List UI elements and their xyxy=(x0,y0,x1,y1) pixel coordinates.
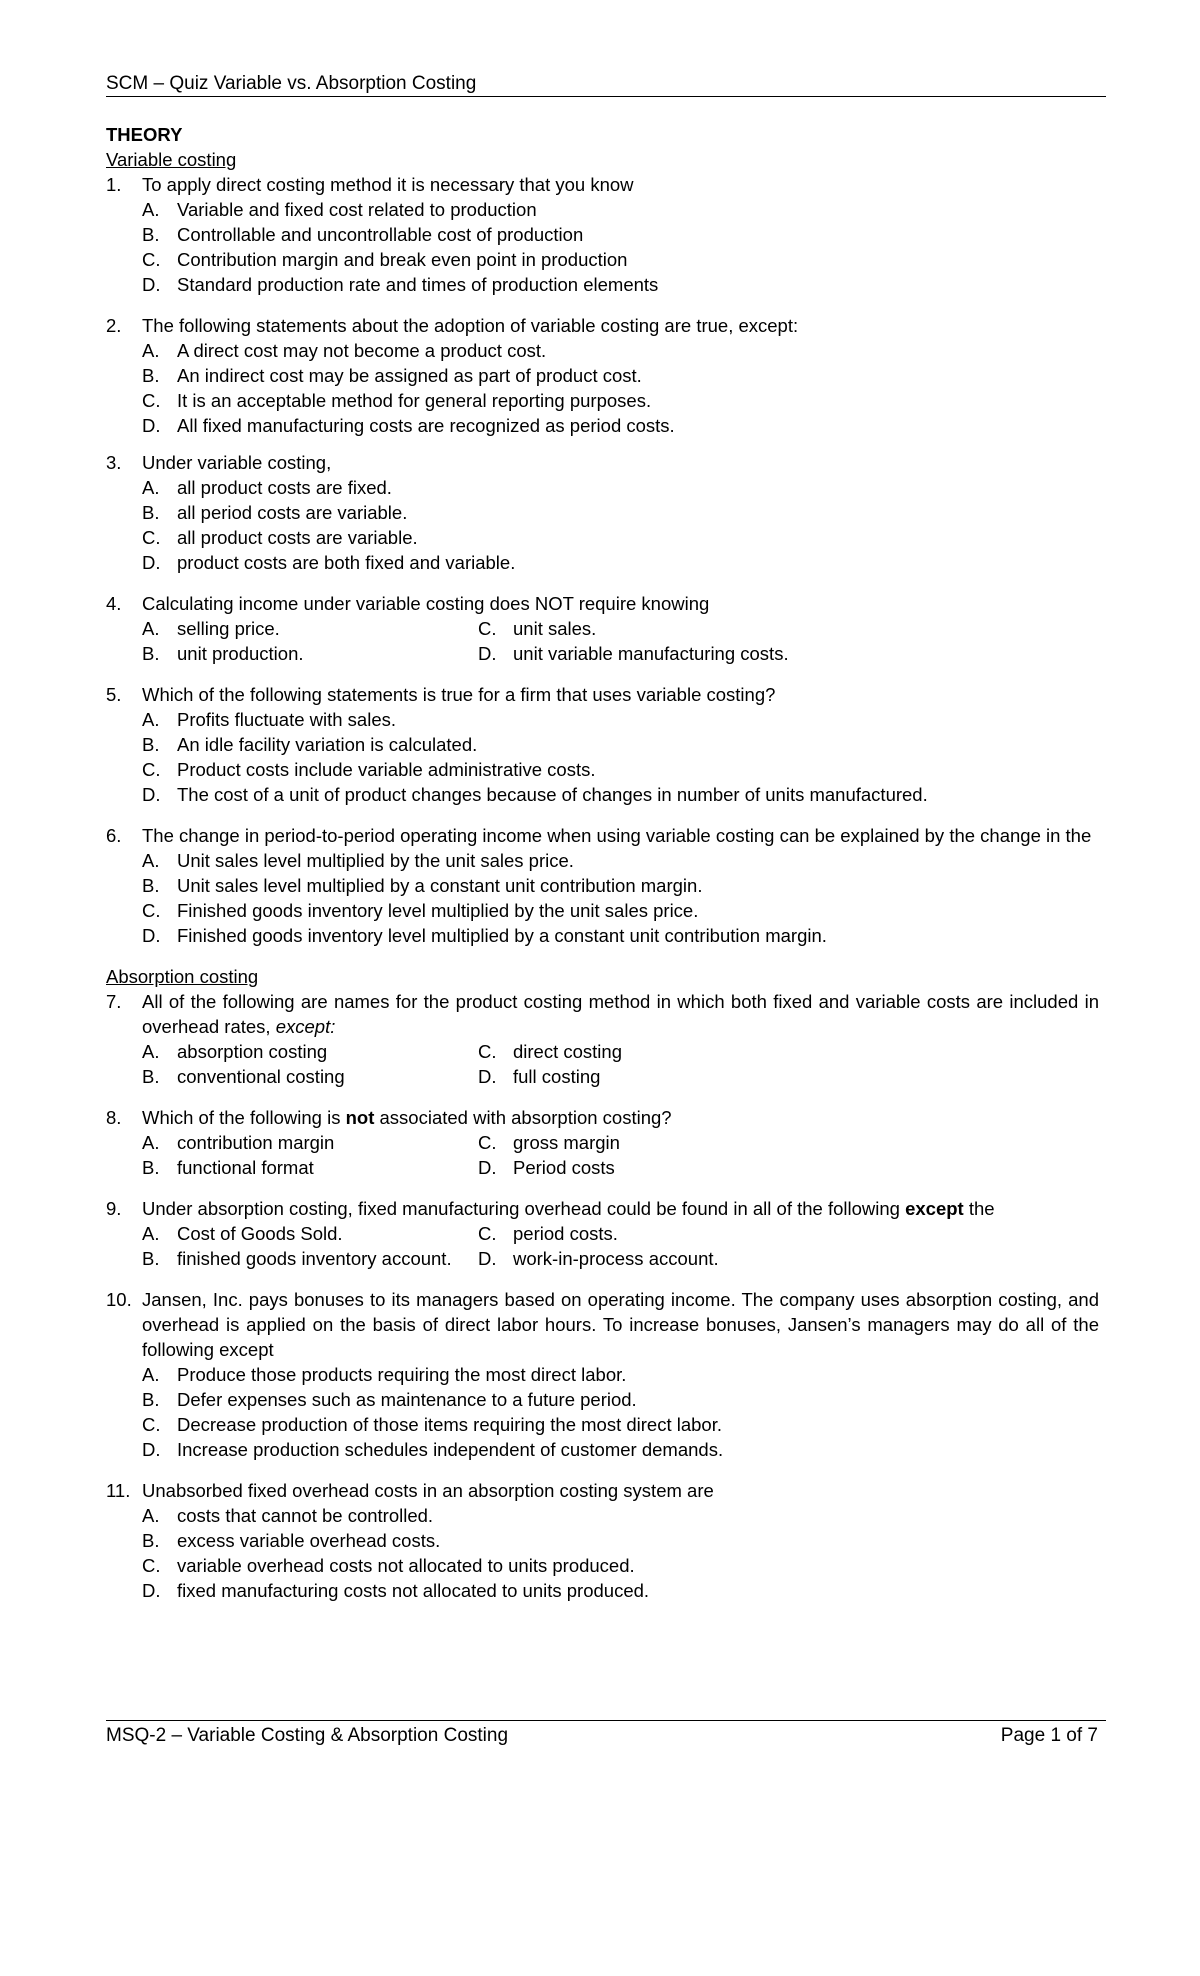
option-b: B. Unit sales level multiplied by a constant unit contribution margin. xyxy=(142,875,703,896)
option-d: D. Standard production rate and times of production elements xyxy=(142,274,659,295)
option-a: A. Cost of Goods Sold. xyxy=(142,1223,343,1244)
option-a: A. Variable and fixed cost related to production xyxy=(142,199,537,220)
question-number: 4. xyxy=(106,593,122,614)
option-b: B. functional format xyxy=(142,1157,314,1178)
theory-heading: THEORY xyxy=(106,124,183,145)
question-text: The change in period-to-period operating income when using variable costing can be explained by the change in the xyxy=(142,825,1092,846)
option-b: B. Defer expenses such as maintenance to a future period. xyxy=(142,1389,637,1410)
option-d: D. All fixed manufacturing costs are recognized as period costs. xyxy=(142,415,675,436)
question-6 xyxy=(106,823,1106,948)
option-d: D. Period costs xyxy=(478,1157,615,1178)
question-text: Which of the following statements is true for a firm that uses variable costing? xyxy=(142,684,776,705)
option-a: A. selling price. xyxy=(142,618,280,639)
option-b: B. finished goods inventory account. xyxy=(142,1248,452,1269)
question-number: 10. xyxy=(106,1289,132,1310)
question-number: 1. xyxy=(106,174,122,195)
question-text: Unabsorbed fixed overhead costs in an absorption costing system are xyxy=(142,1480,714,1501)
option-c: C. period costs. xyxy=(478,1223,618,1244)
option-b: B. unit production. xyxy=(142,643,304,664)
question-number: 3. xyxy=(106,452,122,473)
option-b: B. Controllable and uncontrollable cost of production xyxy=(142,224,584,245)
page-footer xyxy=(106,1720,1106,1749)
question-number: 9. xyxy=(106,1198,122,1219)
question-text: Jansen, Inc. pays bonuses to its managers based on operating income. The company uses absorption costing, and overhead is applied on the basis of direct labor hours. To increase bonuses, Jansen’s managers may do all of the following except xyxy=(142,1289,1099,1360)
option-a: A. Profits fluctuate with sales. xyxy=(142,709,397,730)
question-8 xyxy=(106,1105,1106,1180)
option-c: C. Finished goods inventory level multiplied by the unit sales price. xyxy=(142,900,699,921)
bold-text: not xyxy=(345,1107,375,1128)
option-c: C. all product costs are variable. xyxy=(142,527,418,548)
option-c: C. Product costs include variable administrative costs. xyxy=(142,759,596,780)
question-10 xyxy=(106,1287,1106,1462)
question-text: The following statements about the adoption of variable costing are true, except: xyxy=(142,315,799,336)
question-1 xyxy=(106,172,1106,297)
option-d: D. fixed manufacturing costs not allocated to units produced. xyxy=(142,1580,650,1601)
option-c: C. gross margin xyxy=(478,1132,620,1153)
footer-title: MSQ-2 – Variable Costing & Absorption Costing xyxy=(106,1725,509,1746)
option-d: D. The cost of a unit of product changes because of changes in number of units manufactured. xyxy=(142,784,928,805)
option-c: C. Decrease production of those items requiring the most direct labor. xyxy=(142,1414,723,1435)
option-b: B. An idle facility variation is calculated. xyxy=(142,734,478,755)
option-a: A. costs that cannot be controlled. xyxy=(142,1505,434,1526)
option-a: A. Unit sales level multiplied by the unit sales price. xyxy=(142,850,574,871)
option-a: A. all product costs are fixed. xyxy=(142,477,392,498)
option-c: C. direct costing xyxy=(478,1041,622,1062)
option-a: A. contribution margin xyxy=(142,1132,335,1153)
question-7 xyxy=(106,989,1106,1089)
option-c: C. It is an acceptable method for general reporting purposes. xyxy=(142,390,652,411)
option-d: D. full costing xyxy=(478,1066,601,1087)
question-2 xyxy=(106,313,1106,438)
question-number: 7. xyxy=(106,991,122,1012)
option-a: A. absorption costing xyxy=(142,1041,328,1062)
option-b: B. excess variable overhead costs. xyxy=(142,1530,441,1551)
question-number: 6. xyxy=(106,825,122,846)
question-number: 5. xyxy=(106,684,122,705)
option-a: A. A direct cost may not become a product cost. xyxy=(142,340,547,361)
page-number: Page 1 of 7 xyxy=(1000,1725,1098,1746)
question-text: All of the following are names for the product costing method in which both fixed and variable costs are included in overhead rates, except: xyxy=(142,991,1099,1037)
option-d: D. product costs are both fixed and variable. xyxy=(142,552,516,573)
question-5 xyxy=(106,682,1106,807)
option-d: D. work-in-process account. xyxy=(478,1248,719,1269)
option-b: B. all period costs are variable. xyxy=(142,502,408,523)
option-d: D. Finished goods inventory level multiplied by a constant unit contribution margin. xyxy=(142,925,827,946)
question-number: 8. xyxy=(106,1107,122,1128)
question-9 xyxy=(106,1196,1106,1271)
question-text: Which of the following is not associated with absorption costing? xyxy=(142,1107,672,1128)
question-11 xyxy=(106,1478,1106,1603)
option-d: D. unit variable manufacturing costs. xyxy=(478,643,789,664)
option-b: B. An indirect cost may be assigned as part of product cost. xyxy=(142,365,642,386)
section-variable-costing: Variable costing xyxy=(106,149,237,170)
page-header: SCM – Quiz Variable vs. Absorption Costing xyxy=(106,72,1106,97)
question-number: 11. xyxy=(106,1480,131,1501)
question-number: 2. xyxy=(106,315,122,336)
option-b: B. conventional costing xyxy=(142,1066,345,1087)
question-text: To apply direct costing method it is necessary that you know xyxy=(142,174,634,195)
quiz-content xyxy=(106,122,1106,1619)
option-d: D. Increase production schedules independent of customer demands. xyxy=(142,1439,724,1460)
section-absorption-costing: Absorption costing xyxy=(106,966,259,987)
question-text: Calculating income under variable costing does NOT require knowing xyxy=(142,593,710,614)
emphasis-text: except: xyxy=(275,1016,336,1037)
option-c: C. unit sales. xyxy=(478,618,597,639)
question-text: Under absorption costing, fixed manufacturing overhead could be found in all of the following except the xyxy=(142,1198,995,1219)
question-4 xyxy=(106,591,1106,666)
option-c: C. variable overhead costs not allocated to units produced. xyxy=(142,1555,635,1576)
question-text: Under variable costing, xyxy=(142,452,332,473)
question-3 xyxy=(106,450,1106,575)
option-c: C. Contribution margin and break even point in production xyxy=(142,249,628,270)
bold-text: except xyxy=(905,1198,964,1219)
option-a: A. Produce those products requiring the most direct labor. xyxy=(142,1364,627,1385)
